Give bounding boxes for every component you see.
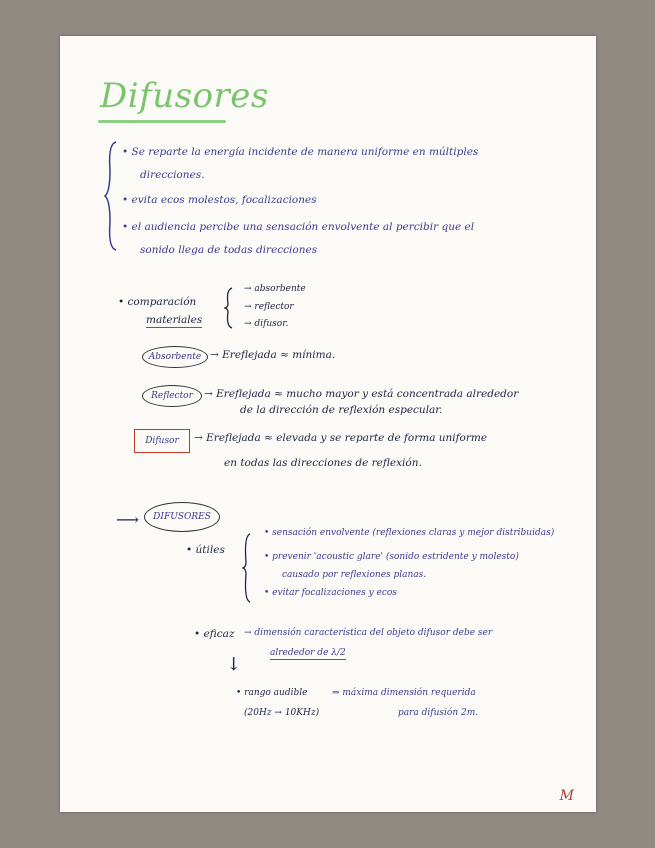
eficaz-text-1: → dimensión característica del objeto difusor debe ser	[244, 628, 493, 638]
intro-line-3: • el audiencia percibe una sensación envolvente al percibir que el	[122, 221, 475, 233]
absorbente-text: → Ereflejada ≈ mínima.	[210, 349, 336, 361]
comparison-label-top: • comparación	[118, 296, 197, 308]
use-3: • evitar focalizaciones y ecos	[264, 588, 397, 598]
title-underline	[98, 120, 226, 123]
difusor-tag: Difusor	[134, 429, 190, 453]
absorbente-tag: Absorbente	[142, 346, 208, 368]
reflector-text-2: de la dirección de reflexión especular.	[240, 404, 443, 416]
difusor-text-2: en todas las direcciones de reflexión.	[224, 457, 422, 469]
max-dimension-line-1: ⇒ máxima dimensión requerida	[332, 688, 476, 698]
comparison-item-absorbente: → absorbente	[244, 284, 306, 294]
max-dimension-line-2: para difusión 2m.	[398, 708, 479, 718]
use-2: • prevenir 'acoustic glare' (sonido estridente y molesto)	[264, 552, 519, 562]
rango-line-1: • rango audible	[236, 688, 308, 698]
comparison-item-reflector: → reflector	[244, 302, 294, 312]
down-arrow: ↓	[226, 654, 242, 675]
use-1: • sensación envolvente (reflexiones claras y mejor distribuidas)	[264, 528, 555, 538]
comparison-item-difusor: → difusor.	[244, 319, 289, 329]
intro-line-3b: sonido llega de todas direcciones	[140, 244, 318, 256]
utiles-label: • útiles	[186, 544, 225, 556]
eficaz-text-2: alrededor de λ/2	[270, 648, 346, 658]
use-2b: causado por reflexiones planas.	[282, 570, 427, 580]
page-title: Difusores	[100, 76, 269, 116]
section-arrow: ⟶	[116, 510, 139, 529]
reflector-tag: Reflector	[142, 385, 202, 407]
author-initials: M	[559, 788, 574, 804]
difusor-text-1: → Ereflejada ≈ elevada y se reparte de forma uniforme	[194, 432, 488, 444]
reflector-text-1: → Ereflejada ≈ mucho mayor y está concentrada alrededor	[204, 388, 519, 400]
intro-line-1: • Se reparte la energía incidente de manera uniforme en múltiples	[122, 146, 479, 158]
intro-line-2: • evita ecos molestos, focalizaciones	[122, 194, 317, 206]
notebook-page	[60, 36, 596, 812]
utiles-brace	[242, 532, 252, 604]
eficaz-label: • eficaz	[194, 628, 235, 640]
rango-line-2: (20Hz → 10KHz)	[244, 708, 320, 718]
intro-brace	[104, 140, 118, 252]
comparison-brace	[224, 286, 234, 330]
difusores-tag: DIFUSORES	[144, 502, 220, 532]
comparison-label-bottom: materiales	[146, 314, 203, 326]
intro-line-1b: direcciones.	[140, 169, 205, 181]
